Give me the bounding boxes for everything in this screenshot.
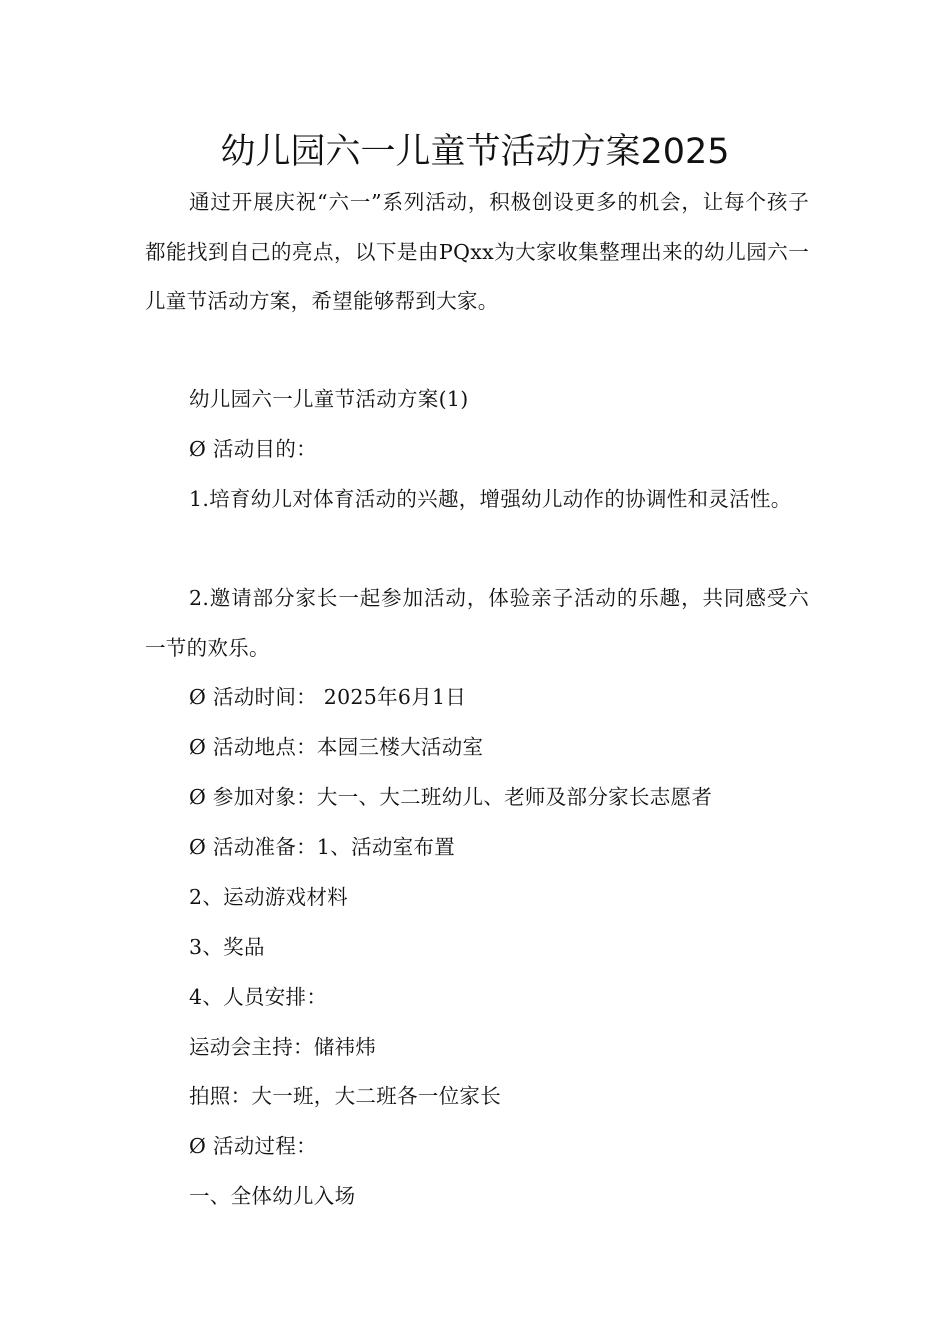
participants: Ø 参加对象：大一、大二班幼儿、老师及部分家长志愿者: [189, 785, 713, 809]
purpose-item-1: 1.培育幼儿对体育活动的兴趣，增强幼儿动作的协调性和灵活性。: [189, 487, 792, 511]
host-line: 运动会主持：储祎炜: [189, 1035, 377, 1059]
activity-process-label: Ø 活动过程：: [189, 1134, 317, 1158]
preparation-item-2: 2、运动游戏材料: [189, 885, 348, 909]
section-heading: 幼儿园六一儿童节活动方案(1): [189, 387, 469, 411]
document-title: 幼儿园六一儿童节活动方案2025: [220, 132, 730, 172]
activity-location: Ø 活动地点：本园三楼大活动室: [189, 735, 484, 759]
purpose-item-2: 2.邀请部分家长一起参加活动，体验亲子活动的乐趣，共同感受六一节的欢乐。: [145, 586, 809, 660]
photographer-line: 拍照：大一班，大二班各一位家长: [189, 1084, 501, 1108]
preparation-item-4: 4、人员安排：: [189, 985, 328, 1009]
activity-purpose-label: Ø 活动目的：: [189, 437, 317, 461]
intro-paragraph: 通过开展庆祝“六一”系列活动，积极创设更多的机会，让每个孩子都能找到自己的亮点，以下是由PQxx为大家收集整理出来的幼儿园六一儿童节活动方案，希望能够帮到大家。: [145, 190, 809, 313]
preparation-item-3: 3、奖品: [189, 935, 265, 959]
process-step-1: 一、全体幼儿入场: [189, 1184, 356, 1208]
activity-time: Ø 活动时间： 2025年6月1日: [189, 685, 467, 709]
preparation: Ø 活动准备：1、活动室布置: [189, 835, 456, 859]
